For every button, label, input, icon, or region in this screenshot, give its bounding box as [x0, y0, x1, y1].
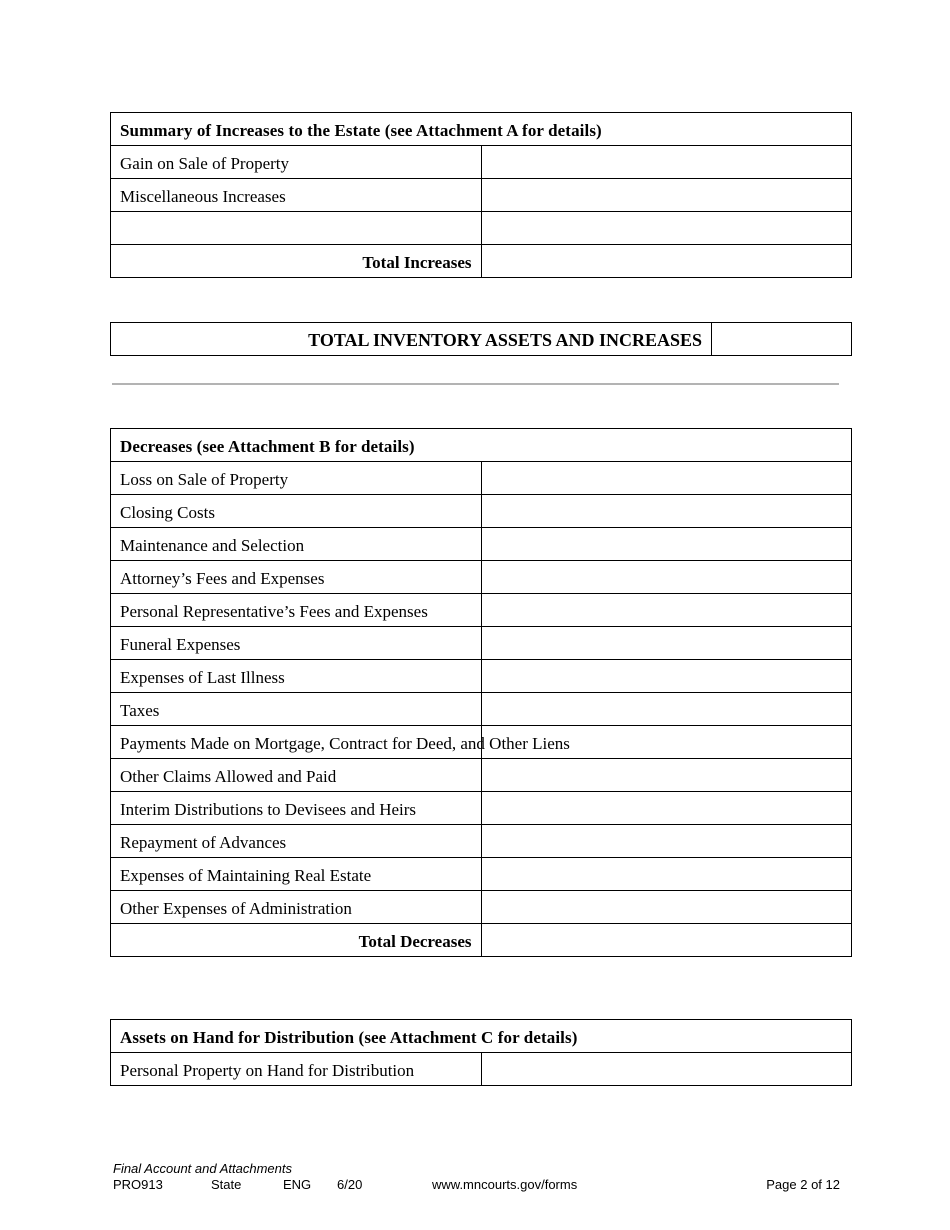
row-label: Gain on Sale of Property: [111, 146, 482, 179]
row-label: Expenses of Last Illness: [111, 660, 482, 693]
amount-field[interactable]: [481, 627, 852, 660]
amount-field[interactable]: [481, 594, 852, 627]
jurisdiction: State: [211, 1177, 242, 1192]
row-label: Interim Distributions to Devisees and Heirs: [111, 792, 482, 825]
total-increases-field[interactable]: [481, 245, 852, 278]
table-row: [111, 726, 852, 759]
decreases-heading: Decreases (see Attachment B for details): [111, 429, 852, 462]
row-label: Closing Costs: [111, 495, 482, 528]
table-row: [111, 495, 852, 528]
amount-field[interactable]: [481, 212, 852, 245]
table-row: [111, 660, 852, 693]
decreases-heading-row: [111, 429, 852, 462]
inventory-total-field[interactable]: [712, 323, 852, 356]
table-row: [111, 462, 852, 495]
amount-field[interactable]: [481, 146, 852, 179]
amount-field[interactable]: [481, 1053, 852, 1086]
row-label: Personal Representative’s Fees and Expenses: [111, 594, 482, 627]
amount-field[interactable]: [481, 759, 852, 792]
table-row: [111, 627, 852, 660]
form-number: PRO913: [113, 1177, 163, 1192]
increases-heading-row: [111, 113, 852, 146]
row-label: Personal Property on Hand for Distribution: [111, 1053, 482, 1086]
table-row: [111, 528, 852, 561]
row-label: Payments Made on Mortgage, Contract for Deed, and Other Liens: [111, 726, 482, 759]
inventory-total-row: [111, 323, 852, 356]
inventory-total-table: [110, 322, 852, 356]
row-label: Repayment of Advances: [111, 825, 482, 858]
decreases-table: [110, 428, 852, 957]
row-label[interactable]: [111, 212, 482, 245]
total-decreases-label: Total Decreases: [111, 924, 482, 957]
increases-heading: Summary of Increases to the Estate (see Attachment A for details): [111, 113, 852, 146]
language: ENG: [283, 1177, 312, 1192]
inventory-total-label: TOTAL INVENTORY ASSETS AND INCREASES: [111, 323, 712, 356]
amount-field[interactable]: [481, 462, 852, 495]
amount-field[interactable]: [481, 825, 852, 858]
table-row: [111, 792, 852, 825]
section-divider: [112, 383, 839, 385]
assets-heading-row: [111, 1020, 852, 1053]
increases-table: [110, 112, 852, 278]
table-row: [111, 693, 852, 726]
total-decreases-row: [111, 924, 852, 957]
table-row: [111, 759, 852, 792]
amount-field[interactable]: [481, 528, 852, 561]
table-row: [111, 561, 852, 594]
page-footer: [113, 1161, 840, 1195]
table-row: [111, 891, 852, 924]
footer-line: [113, 1177, 840, 1195]
form-title: Final Account and Attachments: [113, 1161, 292, 1176]
row-label: Taxes: [111, 693, 482, 726]
amount-field[interactable]: [481, 858, 852, 891]
table-row: [111, 1053, 852, 1086]
total-increases-label: Total Increases: [111, 245, 482, 278]
row-label: Maintenance and Selection: [111, 528, 482, 561]
amount-field[interactable]: [481, 179, 852, 212]
amount-field[interactable]: [481, 495, 852, 528]
row-label: Funeral Expenses: [111, 627, 482, 660]
row-label: Attorney’s Fees and Expenses: [111, 561, 482, 594]
table-row: [111, 146, 852, 179]
row-label: Other Claims Allowed and Paid: [111, 759, 482, 792]
table-row: [111, 858, 852, 891]
assets-heading: Assets on Hand for Distribution (see Attachment C for details): [111, 1020, 852, 1053]
total-decreases-field[interactable]: [481, 924, 852, 957]
row-label: Miscellaneous Increases: [111, 179, 482, 212]
website-link[interactable]: www.mncourts.gov/forms: [432, 1177, 578, 1192]
table-row: [111, 179, 852, 212]
table-row: [111, 212, 852, 245]
row-label: Expenses of Maintaining Real Estate: [111, 858, 482, 891]
amount-field[interactable]: [481, 561, 852, 594]
amount-field[interactable]: [481, 792, 852, 825]
row-label: Loss on Sale of Property: [111, 462, 482, 495]
page-number: Page 2 of 12: [766, 1177, 840, 1192]
amount-field[interactable]: [481, 891, 852, 924]
table-row: [111, 594, 852, 627]
amount-field[interactable]: [481, 660, 852, 693]
row-label: Other Expenses of Administration: [111, 891, 482, 924]
revision: 6/20: [337, 1177, 363, 1192]
amount-field[interactable]: [481, 693, 852, 726]
assets-table: [110, 1019, 852, 1086]
table-row: [111, 825, 852, 858]
total-increases-row: [111, 245, 852, 278]
